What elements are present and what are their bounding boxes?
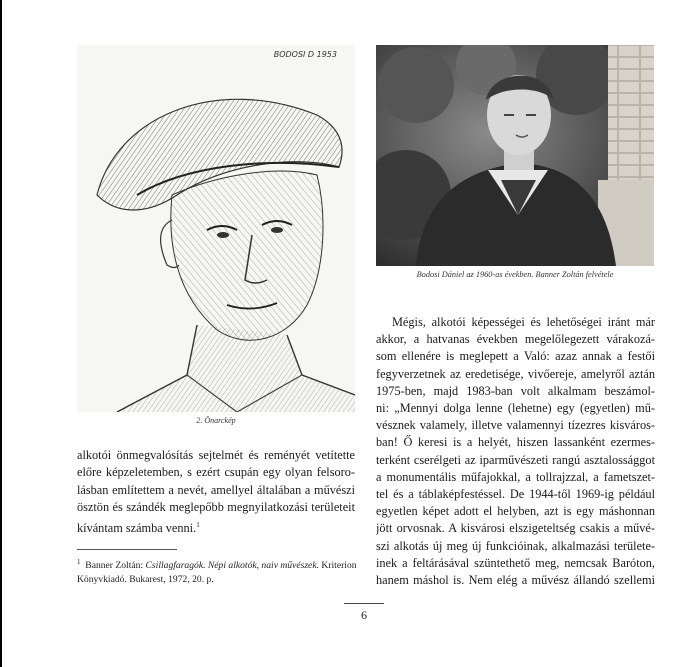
footnote-line-1 [77, 555, 359, 573]
right-text-line: jött orvosnak. A kisvárosi elszigeteltség csakis a művé- [376, 521, 655, 536]
left-text-line: ösztön és szándék meglepőbb megnyilatkozási területeit [77, 500, 355, 515]
footnote-title: Csillagfaragók. Népi alkotók, naiv művészek. [145, 560, 319, 572]
page-number-rule [344, 603, 384, 604]
footnote-number: 1 [77, 558, 81, 566]
photo-drawing [376, 45, 654, 266]
page-number: 6 [361, 608, 367, 622]
right-text-line: inek a feltárásával szüntethető meg, nemcsak Baróton, [376, 555, 655, 570]
right-text-line: fegyverzetnek az eredetisége, vivőereje, amelyről aztán [376, 366, 655, 381]
footnote [77, 555, 359, 587]
right-text-line: 1975-ben, majd 1983-ban volt alkalmam beszámol- [376, 383, 655, 398]
left-text-line: előre képzeletemben, s ezért csupán egy olyan felsoro- [77, 465, 355, 480]
right-text-line: hanem máshol is. Nem elég a művész állandó szellemi [376, 573, 655, 588]
left-body-text [77, 447, 355, 537]
right-text-line: szi alkotás új meg új funkcióinak, alkalmazási területe- [376, 538, 655, 553]
left-text-line: lásban említettem a nevét, amellyel általában a művészi [77, 482, 355, 497]
right-text-line: ni: „Mennyi dolga lenne (lehetne) egy (egyetlen) mű- [376, 401, 655, 416]
page-edge-line [0, 0, 2, 667]
footnote-author: Banner Zoltán: [85, 560, 146, 572]
right-text-line: akkor, a hatvanas években megelőlegezett várakozá- [376, 332, 655, 347]
photo-caption: Bodosi Dániel az 1960-as években. Banner Zoltán felvétele [416, 270, 614, 279]
footnote-publisher: Kriterion [318, 560, 357, 572]
left-text-line: alkotói önmegvalósítás sejtelmét és reményét vetítette [77, 448, 355, 462]
portrait-photo [376, 45, 654, 266]
right-text-line: Mégis, alkotói képességei és lehetőségei iránt már [392, 315, 655, 329]
sketch-drawing [77, 45, 355, 412]
right-text-line: egyetlen képet adott el helyben, azt is egy máshonnan [376, 504, 655, 519]
footnote-rule [77, 549, 177, 550]
footnote-line-2: Könyvkiadó. Bukarest, 1972, 20. p. [77, 574, 214, 586]
right-body-text [376, 314, 655, 589]
footnote-ref: 1 [196, 520, 200, 529]
right-text-line: tel és a táblaképfestéssel. De 1944-től 1969-ig például [376, 487, 655, 502]
left-text-line: kívántam számba venni. [77, 520, 197, 535]
self-portrait-sketch [77, 45, 355, 412]
right-text-line: a monumentális műfajokkal, a tollrajzzal, a fametszet- [376, 469, 655, 484]
sketch-signature: BODOSI D 1953 [273, 50, 337, 59]
sketch-caption: 2. Önarckép [196, 416, 236, 425]
left-text-line-last [77, 517, 355, 538]
right-text-line: vésznek valamely, illetve valamennyi tízezres kisváros- [376, 418, 655, 433]
right-text-line: ban! Ő keresi is a helyét, hiszen lassanként ezermes- [376, 435, 655, 450]
right-text-line: terként cserélgeti az iparművészeti rangú asztalossággot [376, 452, 655, 467]
right-text-line: som ellenére is meglepett a Való: azaz annak a festői [376, 349, 655, 364]
